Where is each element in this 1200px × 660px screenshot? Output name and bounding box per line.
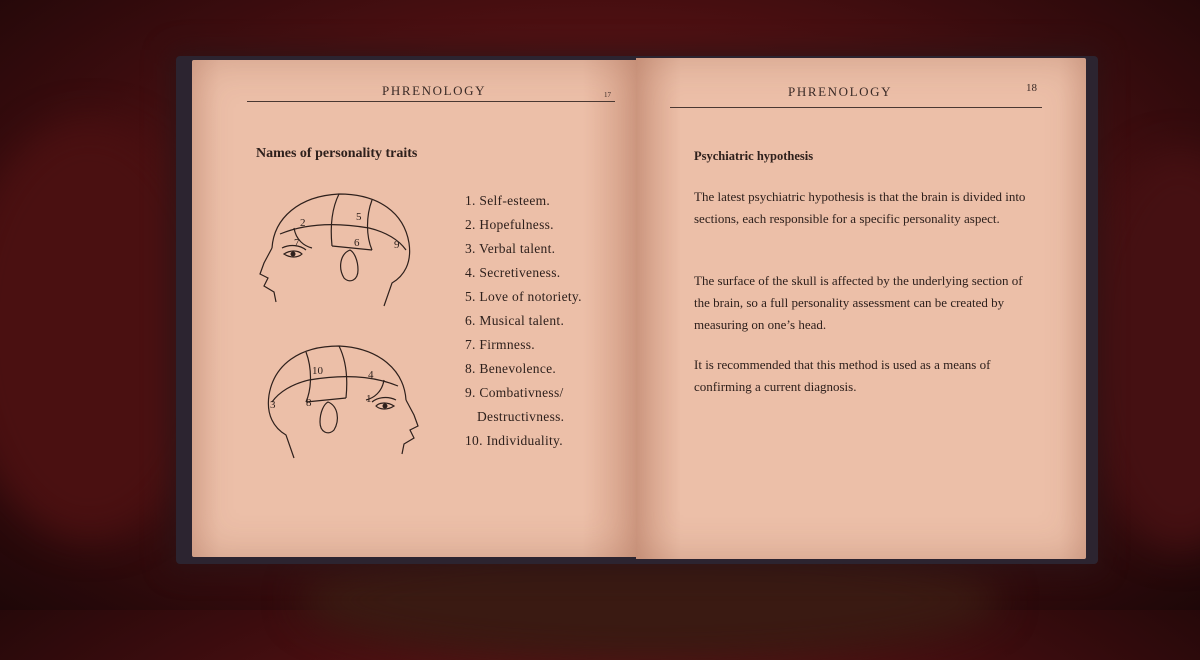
region-line	[331, 194, 339, 246]
right-section-title: Psychiatric hypothesis	[694, 149, 814, 163]
phrenology-head-bottom-illustration	[254, 340, 424, 460]
pupil	[383, 404, 388, 409]
region-label: 3	[270, 399, 276, 411]
trait-item: 10. Individuality.	[465, 433, 563, 448]
region-label: 1	[366, 393, 372, 405]
region-label: 8	[306, 397, 312, 409]
region-line	[332, 246, 372, 250]
region-label: 9	[394, 239, 400, 251]
region-line	[339, 346, 347, 398]
ear	[320, 402, 337, 433]
region-line	[306, 398, 346, 402]
trait-item: 5. Love of notoriety.	[465, 289, 582, 304]
paragraph: It is recommended that this method is used as a means of confirming a current diagnosis.	[694, 357, 991, 394]
region-label: 4	[368, 369, 374, 381]
eyebrow	[372, 398, 396, 402]
region-label: 6	[354, 237, 360, 249]
region-label: 2	[300, 217, 306, 229]
right-page-header: PHRENOLOGY	[788, 84, 893, 99]
head-outline	[268, 346, 406, 458]
trait-item: Destructivness.	[477, 409, 565, 424]
left-page-number: 17	[604, 91, 611, 99]
trait-item: 3. Verbal talent.	[465, 241, 556, 256]
left-page-header: PHRENOLOGY	[382, 83, 487, 98]
trait-item: 7. Firmness.	[465, 337, 535, 352]
left-header-rule	[247, 101, 615, 102]
right-page[interactable]	[636, 58, 1086, 559]
phrenology-head-top-illustration	[254, 188, 424, 308]
region-label: 7	[294, 237, 300, 249]
trait-item: 6. Musical talent.	[465, 313, 565, 328]
trait-item: 9. Combativness/	[465, 385, 564, 400]
ear	[341, 250, 358, 281]
trait-item: 2. Hopefulness.	[465, 217, 554, 232]
right-page-number: 18	[1026, 82, 1037, 94]
trait-item: 4. Secretiveness.	[465, 265, 561, 280]
region-label: 5	[356, 211, 362, 223]
region-line	[306, 352, 311, 402]
region-line	[368, 200, 373, 250]
left-page[interactable]	[192, 60, 636, 557]
paragraph: The surface of the skull is affected by the underlying section of the brain, so a full personality assessment can be created by measuring on one’s head.	[694, 273, 1023, 332]
right-header-rule	[670, 107, 1042, 108]
paragraph: The latest psychiatric hypothesis is that the brain is divided into sections, each responsible for a specific personality aspect.	[694, 189, 1026, 226]
face-profile	[402, 400, 418, 454]
pupil	[291, 252, 296, 257]
trait-item: 8. Benevolence.	[465, 361, 557, 376]
left-section-title: Names of personality traits	[256, 146, 418, 161]
head-outline	[272, 194, 410, 306]
face-profile	[260, 248, 276, 302]
trait-item: 1. Self-esteem.	[465, 193, 551, 208]
region-label: 10	[312, 365, 323, 377]
trait-list	[465, 189, 582, 453]
